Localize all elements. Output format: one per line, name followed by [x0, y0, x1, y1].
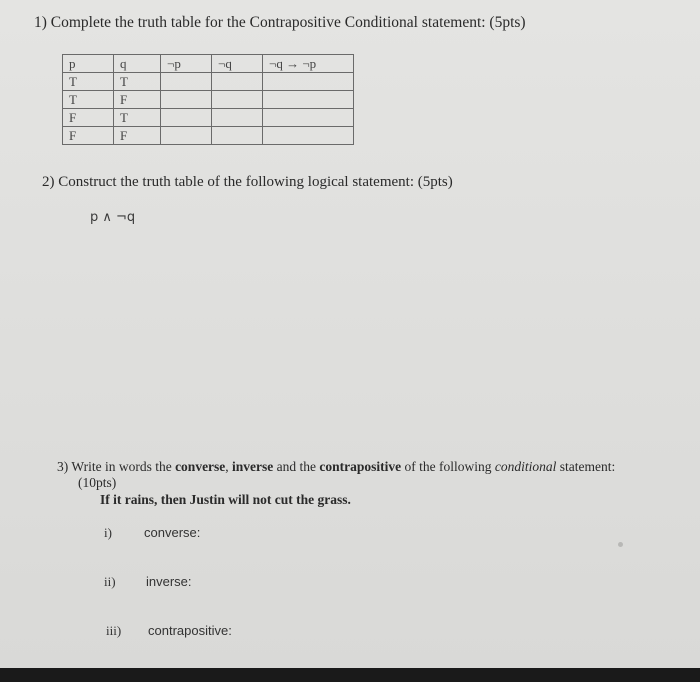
header-p: p	[63, 55, 114, 73]
header-not-p: ¬p	[161, 55, 212, 73]
q3-contrapositive-word: contrapositive	[319, 459, 402, 474]
cell-not-p[interactable]	[161, 91, 212, 109]
cell-not-p[interactable]	[161, 127, 212, 145]
item-label: contrapositive:	[148, 623, 232, 638]
cell-p: T	[63, 91, 114, 109]
q3-conditional-word: conditional	[494, 459, 557, 474]
header-q: q	[114, 55, 161, 73]
table-row	[63, 109, 354, 127]
cell-not-q[interactable]	[212, 73, 263, 91]
cell-q: F	[114, 127, 161, 145]
logical-expression: p ∧ ¬q	[90, 210, 136, 225]
item-number: iii)	[106, 623, 122, 638]
truth-table-header-row	[63, 55, 354, 73]
question-3-points: (10pts)	[78, 475, 117, 490]
q3-sep: ,	[225, 459, 233, 474]
item-number: i)	[104, 525, 112, 540]
cell-result[interactable]	[263, 91, 354, 109]
cell-q: T	[114, 109, 161, 127]
cell-not-p[interactable]	[161, 73, 212, 91]
q3-inverse-word: inverse	[232, 459, 274, 474]
table-row	[63, 127, 354, 145]
cell-q: F	[114, 91, 161, 109]
cell-q: T	[114, 73, 161, 91]
cell-not-q[interactable]	[212, 127, 263, 145]
paper-speck	[618, 542, 623, 547]
question-3-text	[57, 459, 615, 475]
q3-and-the: and the	[273, 459, 320, 474]
header-not-q: ¬q	[212, 55, 263, 73]
bottom-edge	[0, 668, 700, 682]
truth-table	[62, 54, 354, 145]
item-number: ii)	[104, 574, 116, 589]
cell-not-q[interactable]	[212, 109, 263, 127]
table-row	[63, 73, 354, 91]
cell-p: F	[63, 109, 114, 127]
q3-of-following: of the following	[401, 459, 495, 474]
q3-statement-word: statement:	[556, 459, 616, 474]
cell-result[interactable]	[263, 109, 354, 127]
cell-result[interactable]	[263, 127, 354, 145]
cell-not-p[interactable]	[161, 109, 212, 127]
cell-p: F	[63, 127, 114, 145]
cell-p: T	[63, 73, 114, 91]
question-2-text: 2) Construct the truth table of the following logical statement: (5pts)	[42, 174, 453, 190]
item-label: inverse:	[146, 574, 192, 589]
q3-intro: 3) Write in words the	[57, 459, 176, 474]
question-1-text: 1) Complete the truth table for the Contrapositive Conditional statement: (5pts)	[34, 14, 526, 31]
table-row	[63, 91, 354, 109]
conditional-statement: If it rains, then Justin will not cut the grass.	[100, 492, 351, 507]
q3-converse-word: converse	[175, 459, 226, 474]
cell-not-q[interactable]	[212, 91, 263, 109]
cell-result[interactable]	[263, 73, 354, 91]
header-not-q-implies-not-p: ¬q → ¬p	[263, 55, 354, 73]
item-label: converse:	[144, 525, 201, 540]
